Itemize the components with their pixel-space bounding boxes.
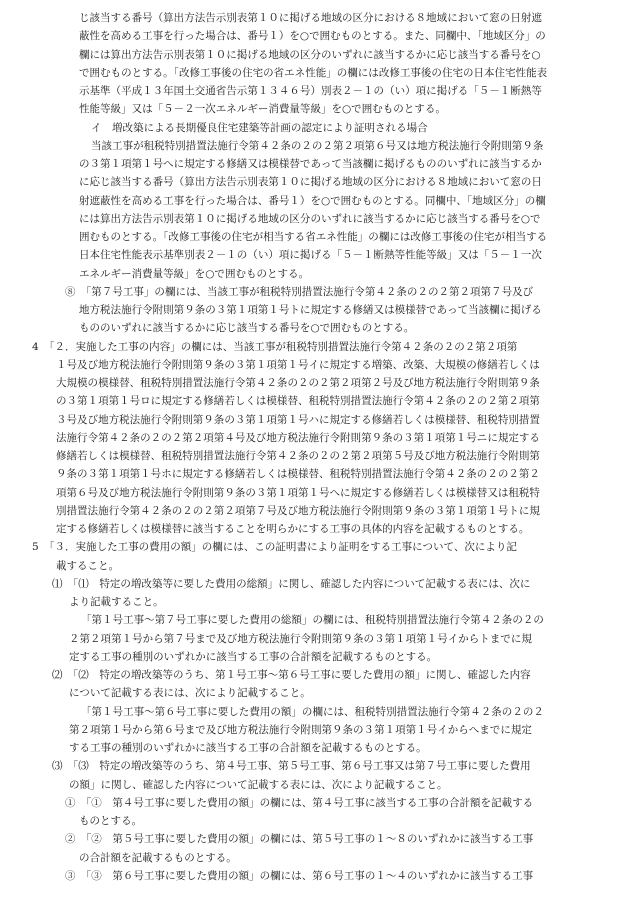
list-item-heading: ⑧ 「第７号工事」の欄には、当該工事が租税特別措置法施行令第４２条の２の２第２項第７号及び xyxy=(65,285,534,298)
text-line: 「第１号工事～第７号工事に要した費用の総額」の欄には、租税特別措置法施行令第４２条の２の xyxy=(81,614,544,627)
text-line: じ該当する番号（算出方法告示別表第１０に掲げる地域の区分における８地域において窓の日射遮 xyxy=(79,12,542,24)
text-line: する工事の種別のいずれかに該当する工事の合計額を記載するものとする。 xyxy=(69,742,427,754)
text-line: ものとする。 xyxy=(79,815,143,827)
text-line: には算出方法告示別表第１０に掲げる地域の区分のいずれに該当するかに応じ該当する番号を○で xyxy=(79,212,541,225)
section-heading: イ 増改築による長期優良住宅建築等計画の認定により証明される場合 xyxy=(91,121,428,134)
text-line: 大規模の模様替、租税特別措置法施行令第４２条の２の２第２項第２号及び地方税法施行令附則第９条 xyxy=(56,377,540,389)
text-line: 囲むものとする。「改修工事後の住宅が相当する省エネ性能」の欄には改修工事後の住宅が相当する xyxy=(79,231,548,243)
list-item-heading: ③ 「③ 第６号工事に要した費用の額」の欄には、第６号工事の１～４のいずれかに該当する工事 xyxy=(65,869,534,882)
text-line: に応じ該当する番号（算出方法告示別表第１０に掲げる地域の区分における８地域において窓の日 xyxy=(79,176,542,189)
text-line: 第２項第１号から第６号まで及び地方税法施行令附則第９条の３第１項第１号イからへまでに規定 xyxy=(69,723,532,736)
section-heading: 5 「３．実施した工事の費用の額」の欄には、この証明書により証明をする工事について、次により記 xyxy=(32,541,517,554)
text-line: 項第６号及び地方税法施行令附則第９条の３第１項第１号へに規定する修繕若しくは模様替又は租税特 xyxy=(56,486,540,499)
text-line: 性能等級」又は「５－２一次エネルギー消費量等級」を○で囲むものとする。 xyxy=(79,103,446,116)
text-line: の合計額を記載するものとする。 xyxy=(79,851,237,864)
text-line: の額」に関し、確認した内容について記載する表には、次により記載すること。 xyxy=(69,778,448,791)
section-heading: 4 「２．実施した工事の内容」の欄には、当該工事が租税特別措置法施行令第４２条の２の２第２項第 xyxy=(32,340,518,353)
text-line: 射遮蔽性を高める工事を行った場合は、番号１）を○で囲むものとする。同欄中、「地域区分」の欄 xyxy=(79,194,546,207)
text-line: 法施行令第４２条の２の２第２項第４号及び地方税法施行令附則第９条の３第１項第１号ニに規定する xyxy=(56,431,540,444)
list-item-heading: ⑴ 「⑴ 特定の増改築等に要した費用の総額」に関し、確認した内容について記載する表には、次に xyxy=(52,577,531,590)
text-line: 地方税法施行令附則第９条の３第１項第１号トに規定する修繕又は模様替であって当該欄に掲げる xyxy=(79,304,542,316)
text-line: 「第１号工事～第６号工事に要した費用の額」の欄には、租税特別措置法施行令第４２条の２の２ xyxy=(81,705,544,718)
text-line: について記載する表には、次により記載すること。 xyxy=(69,687,311,700)
text-line: 日本住宅性能表示基準別表２－１の（い）項に掲げる「５－１断熱等性能等級」又は「５－１一次 xyxy=(79,249,542,262)
text-line: 修繕若しくは模様替、租税特別措置法施行令第４２条の２の２第２項第５号及び地方税法施行令附則第 xyxy=(56,450,540,462)
text-line: ９条の３第１項第１号ホに規定する修繕若しくは模様替、租税特別措置法施行令第４２条の２の２第２ xyxy=(56,468,540,481)
text-line: の３第１項第１号へに規定する修繕又は模様替であって当該欄に掲げるもののいずれに該当するか xyxy=(79,158,542,170)
text-line: 定する修繕若しくは模様替に該当することを明らかにする工事の具体的内容を記載するものとする。 xyxy=(56,523,530,535)
text-line: ３号及び地方税法施行令附則第９条の３第１項第１号ハに規定する修繕若しくは模様替、租税特別措置 xyxy=(56,413,540,426)
list-item-heading: ⑵ 「⑵ 特定の増改築等のうち、第１号工事～第６号工事に要した費用の額」に関し、確認した内容 xyxy=(52,669,531,681)
text-line: の３第１項第１号ロに規定する修繕若しくは模様替、租税特別措置法施行令第４２条の２の２第２項第 xyxy=(56,395,540,408)
text-line: ２第２項第１号から第７号まで及び地方税法施行令附則第９条の３第１項第１号イからトまでに規 xyxy=(69,632,532,645)
text-line: 示基準（平成１３年国土交通省告示第１３４６号）別表２－１の（い）項に掲げる「５－１断熱等 xyxy=(79,85,542,97)
text-line: エネルギー消費量等級」を○で囲むものとする。 xyxy=(79,267,310,280)
text-line: 当該工事が租税特別措置法施行令第４２条の２の２第２項第６号又は地方税法施行令附則第９条 xyxy=(91,139,544,152)
list-item-heading: ① 「① 第４号工事に要した費用の額」の欄には、第４号工事に該当する工事の合計額を記載する xyxy=(65,796,534,809)
text-line: 定する工事の種別のいずれかに該当する工事の合計額を記載するものとする。 xyxy=(69,650,438,663)
text-line: 載すること。 xyxy=(56,559,120,572)
text-line: より記載すること。 xyxy=(69,596,164,608)
text-line: で囲むものとする。「改修工事後の住宅の省エネ性能」の欄には改修工事後の住宅の日本住宅性能表 xyxy=(79,66,548,79)
list-item-heading: ② 「② 第５号工事に要した費用の額」の欄には、第５号工事の１～８のいずれかに該当する工事 xyxy=(65,833,534,846)
text-line: 別措置法施行令第４２条の２の２第２項第７号及び地方税法施行令附則第９条の３第１項第１号トに規 xyxy=(56,504,540,517)
text-line: 蔽性を高める工事を行った場合は、番号１）を○で囲むものとする。また、同欄中、「地域区分」の xyxy=(79,30,546,43)
text-line: もののいずれに該当するかに応じ該当する番号を○で囲むものとする。 xyxy=(79,322,415,335)
text-line: 欄には算出方法告示別表第１０に掲げる地域の区分のいずれに該当するかに応じ該当する番号を○ xyxy=(79,48,541,61)
text-line: １号及び地方税法施行令附則第９条の３第１項第１号イに規定する増築、改築、大規模の修繕若しくは xyxy=(56,358,540,371)
list-item-heading: ⑶ 「⑶ 特定の増改築等のうち、第４号工事、第５号工事、第６号工事又は第７号工事に要した費用 xyxy=(52,760,531,773)
